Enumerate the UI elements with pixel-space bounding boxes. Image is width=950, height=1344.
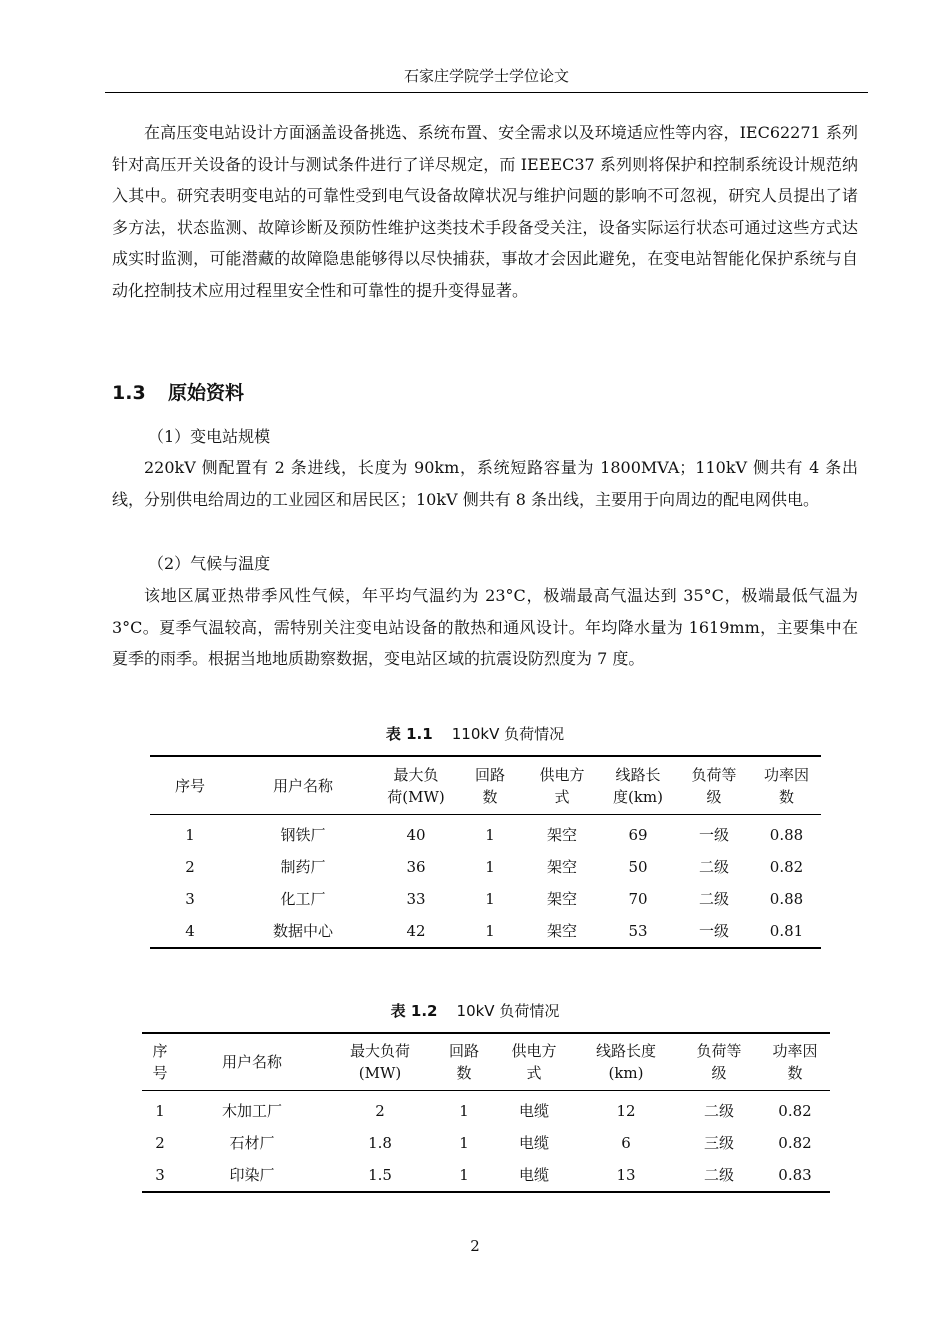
column-header-text: 回路 <box>474 765 505 784</box>
table1-caption <box>0 723 950 745</box>
column-header-text: (MW) <box>358 1064 402 1082</box>
table-cell: 1.5 <box>368 1166 392 1184</box>
column-header-text: 负荷等 <box>696 1042 742 1060</box>
table-cell: 69 <box>628 826 648 844</box>
column-header-text: 数 <box>787 1064 803 1082</box>
table-cell: 1 <box>485 826 495 844</box>
table-cell: 36 <box>406 858 426 876</box>
column-header-text: 序 <box>152 1042 168 1060</box>
table-cell: 1 <box>459 1102 469 1120</box>
table-row <box>150 915 821 948</box>
subsection-heading-climate: （2）气候与温度 <box>148 554 271 573</box>
table-row <box>150 851 821 883</box>
column-header-text: 号 <box>152 1064 168 1082</box>
table-cell: 二级 <box>698 858 729 876</box>
table-cell: 1 <box>485 922 495 940</box>
column-header-text: 功率因 <box>763 765 809 784</box>
table-cell: 二级 <box>703 1102 734 1120</box>
table-cell: 电缆 <box>518 1134 549 1152</box>
table-cell: 钢铁厂 <box>280 826 326 844</box>
column-header <box>678 1033 760 1091</box>
column-header-text: 级 <box>711 1064 727 1082</box>
table-cell: 印染厂 <box>229 1166 275 1184</box>
table-cell: 13 <box>616 1166 636 1184</box>
table-cell: 0.88 <box>769 826 804 844</box>
table-cell: 一级 <box>698 922 729 940</box>
table-row <box>150 883 821 915</box>
column-header <box>326 1033 434 1091</box>
table-cell: 3 <box>185 890 195 908</box>
column-header-text: 最大负 <box>393 765 439 784</box>
column-header-text: 数 <box>456 1064 472 1082</box>
table-cell: 1 <box>459 1134 469 1152</box>
table-cell: 6 <box>621 1134 631 1152</box>
table-header-row <box>142 1033 830 1091</box>
header-rule <box>105 92 868 93</box>
table-cell: 架空 <box>546 858 577 876</box>
table-cell: 石材厂 <box>229 1134 275 1152</box>
table-cell: 0.81 <box>769 922 804 940</box>
column-header <box>752 756 821 815</box>
column-header-text: 级 <box>706 787 722 806</box>
table-cell: 数据中心 <box>272 922 333 940</box>
table-cell: 0.88 <box>769 890 804 908</box>
column-header-text: 用户名称 <box>221 1053 282 1071</box>
table-cell: 电缆 <box>518 1102 549 1120</box>
table1-caption-label: 表 1.1 <box>385 725 433 743</box>
column-header <box>600 756 676 815</box>
section-heading <box>112 378 244 408</box>
section-title: 原始资料 <box>168 382 245 404</box>
column-header <box>760 1033 830 1091</box>
column-header <box>178 1033 326 1091</box>
subsection-text-scale: 220kV 侧配置有 2 条进线，长度为 90km，系统短路容量为 1800MVA；110kV 侧共有 4 条出线，分别供电给周边的工业园区和居民区；10kV 侧共有 8 条出线，主要用于向周边的配电网供电。 <box>112 458 858 509</box>
column-header-text: 功率因 <box>772 1042 818 1060</box>
table-cell: 40 <box>406 826 426 844</box>
section-number: 1.3 <box>112 382 146 404</box>
column-header-text: 用户名称 <box>272 776 333 795</box>
subsection-text-climate: 该地区属亚热带季风性气候，年平均气温约为 23°C，极端最高气温达到 35°C，极端最低气温为 3°C。夏季气温较高，需特别关注变电站设备的散热和通风设计。年均降水量为 1619mm，主要集中在夏季的雨季。根据当地地质勘察数据，变电站区域的抗震设防烈度为 7 度。 <box>112 586 858 669</box>
table-cell: 2 <box>375 1102 385 1120</box>
column-header-text: 度(km) <box>612 787 664 806</box>
table-row <box>150 815 821 852</box>
table-cell: 0.83 <box>778 1166 812 1184</box>
table-cell: 二级 <box>698 890 729 908</box>
table-cell: 42 <box>406 922 426 940</box>
column-header <box>142 1033 178 1091</box>
table-cell: 0.82 <box>778 1134 812 1152</box>
column-header <box>676 756 752 815</box>
column-header <box>494 1033 574 1091</box>
column-header-text: 荷(MW) <box>387 787 445 806</box>
table-row <box>142 1159 830 1192</box>
table-cell: 三级 <box>703 1134 734 1152</box>
table-cell: 1 <box>485 858 495 876</box>
column-header-text: 数 <box>482 787 498 806</box>
table-cell: 0.82 <box>778 1102 812 1120</box>
column-header-text: (km) <box>608 1064 644 1082</box>
table-cell: 1.8 <box>368 1134 392 1152</box>
subsection-heading-scale: （1）变电站规模 <box>148 427 271 446</box>
table-cell: 二级 <box>703 1166 734 1184</box>
table-cell: 70 <box>628 890 648 908</box>
table-cell: 1 <box>459 1166 469 1184</box>
column-header-text: 序号 <box>174 776 205 795</box>
column-header-text: 线路长度 <box>595 1042 656 1060</box>
table-cell: 33 <box>406 890 426 908</box>
table-cell: 3 <box>155 1166 165 1184</box>
column-header <box>524 756 600 815</box>
table-cell: 架空 <box>546 826 577 844</box>
table1-caption-title: 110kV 负荷情况 <box>451 725 565 743</box>
column-header <box>574 1033 678 1091</box>
table-10kv-loads <box>142 1032 830 1193</box>
column-header-text: 回路 <box>448 1042 479 1060</box>
intro-paragraph: 在高压变电站设计方面涵盖设备挑选、系统布置、安全需求以及环境适应性等内容，IEC62271 系列针对高压开关设备的设计与测试条件进行了详尽规定，而 IEEEC37 系列则将保护和控制系统设计规范纳入其中。研究表明变电站的可靠性受到电气设备故障状况与维护问题的影响不可忽视，研究人员提出了诸多方法，状态监测、故障诊断及预防性维护这类技术手段备受关注，设备实际运行状态可通过这些方式达成实时监测，可能潜藏的故障隐患能够得以尽快捕获，事故才会因此避免，在变电站智能化保护系统与自动化控制技术应用过程里安全性和可靠性的提升变得显著。 <box>112 123 858 300</box>
table2-caption-label: 表 1.2 <box>390 1002 438 1020</box>
table-cell: 1 <box>185 826 195 844</box>
table-header-row <box>150 756 821 815</box>
table2-caption <box>0 1000 950 1022</box>
column-header-text: 供电方 <box>539 765 585 784</box>
table-cell: 架空 <box>546 890 577 908</box>
column-header <box>434 1033 494 1091</box>
table-cell: 2 <box>155 1134 165 1152</box>
column-header-text: 负荷等 <box>691 765 737 784</box>
running-header: 石家庄学院学士学位论文 <box>403 67 569 85</box>
table-cell: 化工厂 <box>280 890 326 908</box>
column-header-text: 数 <box>778 787 794 806</box>
column-header <box>456 756 524 815</box>
table-cell: 1 <box>155 1102 165 1120</box>
table-cell: 一级 <box>698 826 729 844</box>
table-cell: 0.82 <box>769 858 804 876</box>
table-row <box>142 1127 830 1159</box>
table-row <box>142 1091 830 1128</box>
table2-caption-title: 10kV 负荷情况 <box>456 1002 560 1020</box>
column-header <box>150 756 230 815</box>
table-cell: 12 <box>616 1102 636 1120</box>
table-cell: 制药厂 <box>280 858 326 876</box>
table-110kv-loads <box>150 755 821 949</box>
column-header-text: 式 <box>526 1064 542 1082</box>
column-header-text: 线路长 <box>615 765 661 784</box>
column-header <box>376 756 456 815</box>
column-header <box>230 756 376 815</box>
table-cell: 架空 <box>546 922 577 940</box>
table-cell: 53 <box>628 922 648 940</box>
page-number: 2 <box>470 1237 480 1255</box>
table-cell: 电缆 <box>518 1166 549 1184</box>
column-header-text: 供电方 <box>511 1042 557 1060</box>
table-cell: 木加工厂 <box>221 1102 282 1120</box>
table-cell: 1 <box>485 890 495 908</box>
table-cell: 50 <box>628 858 648 876</box>
table-cell: 2 <box>185 858 195 876</box>
column-header-text: 式 <box>554 787 570 806</box>
column-header-text: 最大负荷 <box>349 1042 410 1060</box>
table-cell: 4 <box>185 922 195 940</box>
